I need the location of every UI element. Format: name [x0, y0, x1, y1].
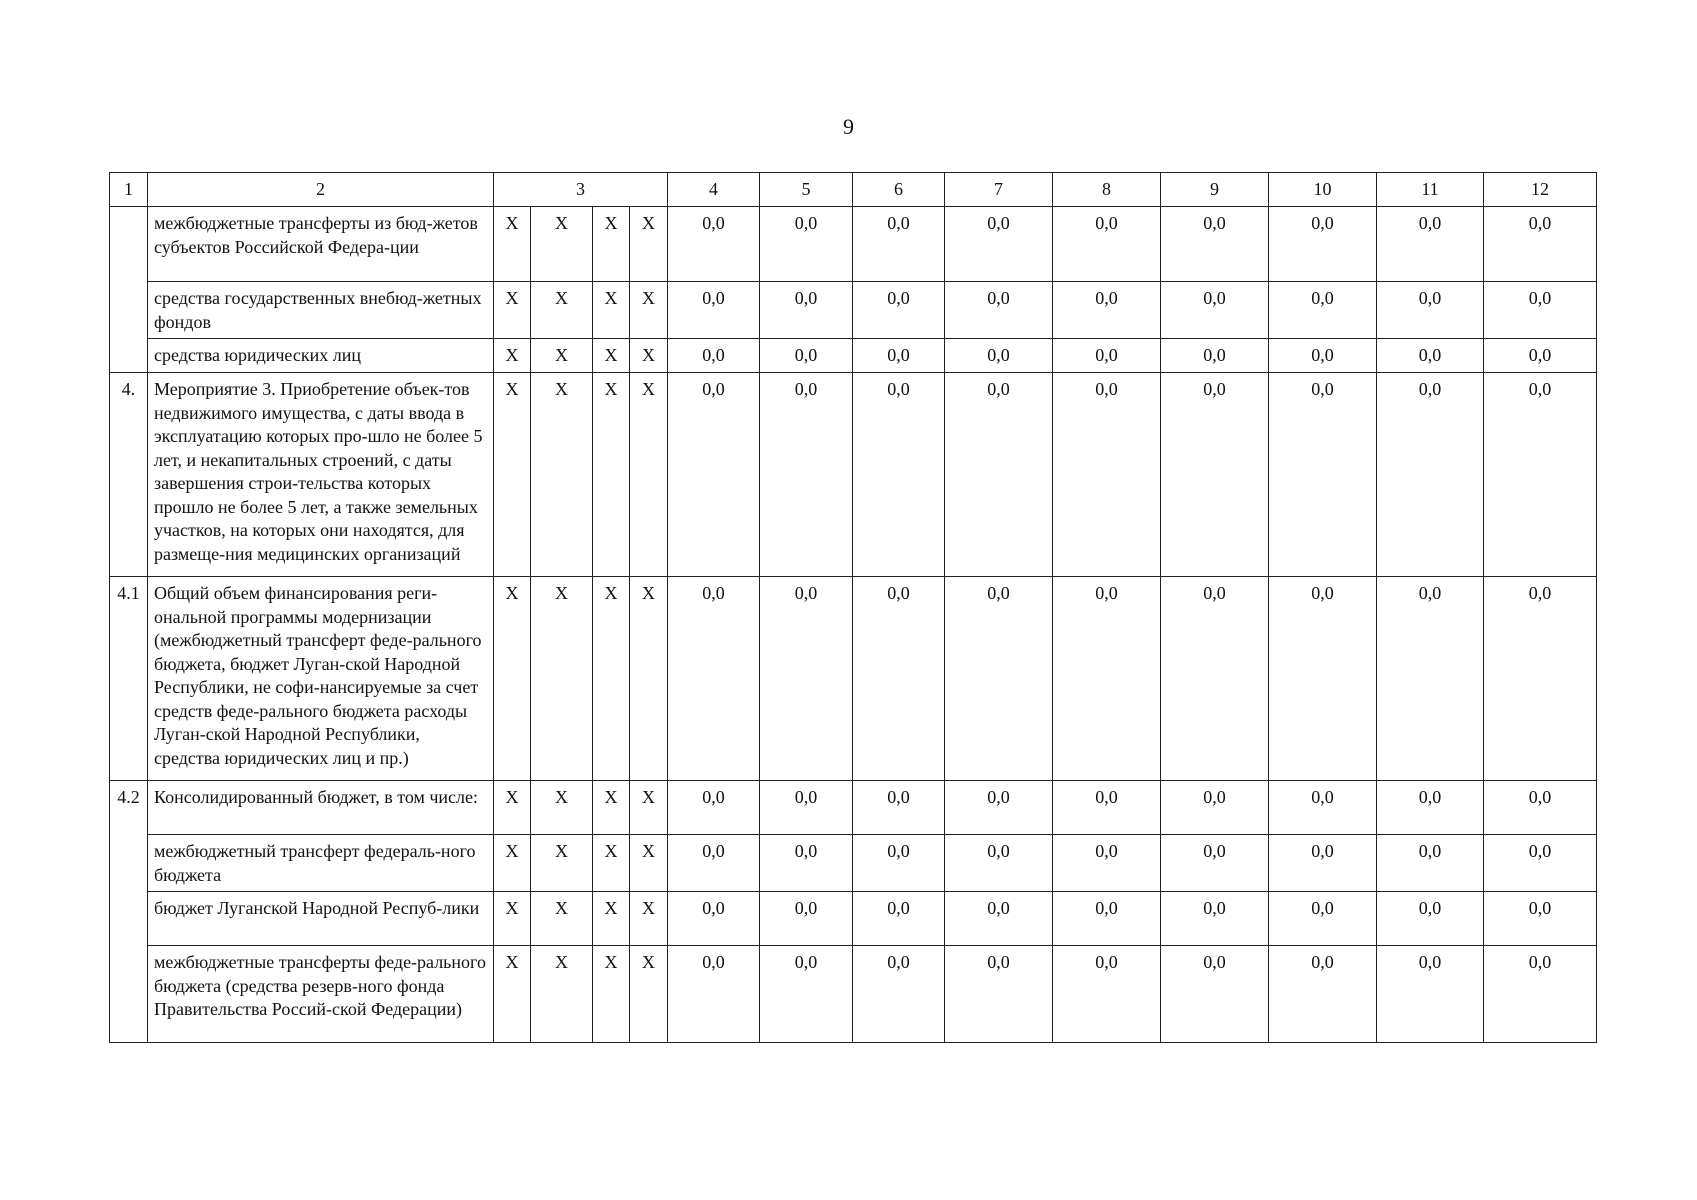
header-cell: 10 — [1269, 173, 1377, 207]
value-cell: 0,0 — [760, 282, 853, 339]
value-cell: 0,0 — [945, 577, 1053, 781]
x-mark-cell: X — [531, 207, 593, 282]
x-mark-cell: X — [630, 892, 668, 946]
value-cell: 0,0 — [1161, 577, 1269, 781]
header-cell: 6 — [853, 173, 945, 207]
row-number-cell: 4. — [110, 373, 148, 577]
value-cell: 0,0 — [1161, 207, 1269, 282]
value-cell: 0,0 — [1161, 946, 1269, 1043]
x-mark-cell: X — [593, 892, 630, 946]
x-mark-cell: X — [630, 835, 668, 892]
value-cell: 0,0 — [760, 781, 853, 835]
value-cell: 0,0 — [668, 207, 760, 282]
x-mark-cell: X — [593, 282, 630, 339]
value-cell: 0,0 — [760, 835, 853, 892]
value-cell: 0,0 — [853, 207, 945, 282]
value-cell: 0,0 — [1269, 892, 1377, 946]
x-mark-cell: X — [593, 207, 630, 282]
value-cell: 0,0 — [1161, 835, 1269, 892]
financing-table — [109, 172, 1597, 1043]
value-cell: 0,0 — [945, 946, 1053, 1043]
x-mark-cell: X — [531, 781, 593, 835]
header-cell: 5 — [760, 173, 853, 207]
row-description-cell: Консолидированный бюджет, в том числе: — [148, 781, 494, 835]
header-cell: 12 — [1484, 173, 1597, 207]
row-number-cell: 4.2 — [110, 781, 148, 1043]
x-mark-cell: X — [494, 781, 531, 835]
value-cell: 0,0 — [1377, 946, 1484, 1043]
value-cell: 0,0 — [945, 207, 1053, 282]
x-mark-cell: X — [630, 781, 668, 835]
x-mark-cell: X — [593, 373, 630, 577]
value-cell: 0,0 — [1377, 835, 1484, 892]
row-description-cell: средства юридических лиц — [148, 339, 494, 373]
header-cell: 4 — [668, 173, 760, 207]
value-cell: 0,0 — [1053, 892, 1161, 946]
value-cell: 0,0 — [1053, 282, 1161, 339]
x-mark-cell: X — [494, 577, 531, 781]
value-cell: 0,0 — [668, 835, 760, 892]
value-cell: 0,0 — [1377, 339, 1484, 373]
value-cell: 0,0 — [853, 339, 945, 373]
value-cell: 0,0 — [668, 339, 760, 373]
x-mark-cell: X — [494, 339, 531, 373]
row-description-cell: Мероприятие 3. Приобретение объек-тов недвижимого имущества, с даты ввода в эксплуатацию которых про-шло не более 5 лет, и некапитальных строений, с даты завершения строи-тельства которых прошло не более 5 лет, а также земельных участков, на которых они находятся, для размеще-ния медицинских организаций — [148, 373, 494, 577]
x-mark-cell: X — [630, 373, 668, 577]
value-cell: 0,0 — [945, 781, 1053, 835]
value-cell: 0,0 — [853, 835, 945, 892]
value-cell: 0,0 — [945, 892, 1053, 946]
value-cell: 0,0 — [1053, 373, 1161, 577]
x-mark-cell: X — [593, 835, 630, 892]
value-cell: 0,0 — [760, 577, 853, 781]
x-mark-cell: X — [630, 339, 668, 373]
value-cell: 0,0 — [945, 339, 1053, 373]
value-cell: 0,0 — [1053, 946, 1161, 1043]
table-row — [110, 373, 1597, 577]
x-mark-cell: X — [593, 781, 630, 835]
value-cell: 0,0 — [1484, 577, 1597, 781]
column-numbers-row — [110, 173, 1597, 207]
x-mark-cell: X — [593, 339, 630, 373]
x-mark-cell: X — [494, 282, 531, 339]
value-cell: 0,0 — [668, 781, 760, 835]
value-cell: 0,0 — [1484, 835, 1597, 892]
x-mark-cell: X — [531, 282, 593, 339]
value-cell: 0,0 — [945, 835, 1053, 892]
value-cell: 0,0 — [1377, 282, 1484, 339]
value-cell: 0,0 — [760, 207, 853, 282]
value-cell: 0,0 — [760, 946, 853, 1043]
value-cell: 0,0 — [853, 892, 945, 946]
value-cell: 0,0 — [1377, 577, 1484, 781]
value-cell: 0,0 — [1484, 373, 1597, 577]
value-cell: 0,0 — [853, 577, 945, 781]
value-cell: 0,0 — [1269, 781, 1377, 835]
x-mark-cell: X — [531, 339, 593, 373]
x-mark-cell: X — [494, 946, 531, 1043]
value-cell: 0,0 — [1484, 339, 1597, 373]
value-cell: 0,0 — [760, 892, 853, 946]
row-description-cell: бюджет Луганской Народной Респуб-лики — [148, 892, 494, 946]
header-cell: 2 — [148, 173, 494, 207]
value-cell: 0,0 — [760, 373, 853, 577]
header-cell: 8 — [1053, 173, 1161, 207]
value-cell: 0,0 — [1161, 282, 1269, 339]
row-description-cell: межбюджетные трансферты феде-рального бюджета (средства резерв-ного фонда Правительства Россий-ской Федерации) — [148, 946, 494, 1043]
value-cell: 0,0 — [1484, 946, 1597, 1043]
row-description-cell: Общий объем финансирования реги-ональной программы модернизации (межбюджетный трансферт феде-рального бюджета, бюджет Луган-ской Народной Республики, не софи-нансируемые за счет средств феде-рального бюджета расходы Луган-ской Народной Республики, средства юридических лиц и пр.) — [148, 577, 494, 781]
x-mark-cell: X — [531, 373, 593, 577]
value-cell: 0,0 — [1269, 946, 1377, 1043]
value-cell: 0,0 — [853, 781, 945, 835]
row-description-cell: межбюджетные трансферты из бюд-жетов субъектов Российской Федера-ции — [148, 207, 494, 282]
x-mark-cell: X — [531, 577, 593, 781]
table-row — [110, 577, 1597, 781]
value-cell: 0,0 — [1161, 373, 1269, 577]
value-cell: 0,0 — [1269, 282, 1377, 339]
value-cell: 0,0 — [1053, 207, 1161, 282]
x-mark-cell: X — [531, 835, 593, 892]
header-cell: 11 — [1377, 173, 1484, 207]
value-cell: 0,0 — [1484, 781, 1597, 835]
table-row — [110, 282, 1597, 339]
value-cell: 0,0 — [1484, 207, 1597, 282]
row-description-cell: средства государственных внебюд-жетных фондов — [148, 282, 494, 339]
value-cell: 0,0 — [760, 339, 853, 373]
page-number: 9 — [843, 114, 854, 139]
x-mark-cell: X — [494, 207, 531, 282]
row-number-cell: 4.1 — [110, 577, 148, 781]
value-cell: 0,0 — [1377, 207, 1484, 282]
x-mark-cell: X — [630, 282, 668, 339]
row-description-cell: межбюджетный трансферт федераль-ного бюджета — [148, 835, 494, 892]
value-cell: 0,0 — [945, 373, 1053, 577]
value-cell: 0,0 — [1161, 892, 1269, 946]
x-mark-cell: X — [593, 946, 630, 1043]
x-mark-cell: X — [630, 207, 668, 282]
x-mark-cell: X — [630, 577, 668, 781]
value-cell: 0,0 — [853, 373, 945, 577]
table-row — [110, 781, 1597, 835]
header-cell: 9 — [1161, 173, 1269, 207]
value-cell: 0,0 — [1053, 339, 1161, 373]
x-mark-cell: X — [494, 835, 531, 892]
value-cell: 0,0 — [1269, 835, 1377, 892]
row-number-cell — [110, 207, 148, 373]
value-cell: 0,0 — [1161, 339, 1269, 373]
value-cell: 0,0 — [1377, 373, 1484, 577]
x-mark-cell: X — [630, 946, 668, 1043]
x-mark-cell: X — [531, 946, 593, 1043]
value-cell: 0,0 — [668, 282, 760, 339]
value-cell: 0,0 — [945, 282, 1053, 339]
value-cell: 0,0 — [1377, 892, 1484, 946]
x-mark-cell: X — [593, 577, 630, 781]
value-cell: 0,0 — [1377, 781, 1484, 835]
value-cell: 0,0 — [1484, 282, 1597, 339]
value-cell: 0,0 — [1053, 781, 1161, 835]
value-cell: 0,0 — [853, 282, 945, 339]
value-cell: 0,0 — [1269, 373, 1377, 577]
x-mark-cell: X — [531, 892, 593, 946]
value-cell: 0,0 — [1269, 339, 1377, 373]
value-cell: 0,0 — [1161, 781, 1269, 835]
header-cell: 3 — [494, 173, 668, 207]
table-row — [110, 339, 1597, 373]
x-mark-cell: X — [494, 373, 531, 577]
value-cell: 0,0 — [1484, 892, 1597, 946]
value-cell: 0,0 — [668, 577, 760, 781]
value-cell: 0,0 — [668, 946, 760, 1043]
table-row — [110, 946, 1597, 1043]
header-cell: 1 — [110, 173, 148, 207]
value-cell: 0,0 — [1053, 577, 1161, 781]
value-cell: 0,0 — [668, 892, 760, 946]
value-cell: 0,0 — [668, 373, 760, 577]
value-cell: 0,0 — [1269, 207, 1377, 282]
header-cell: 7 — [945, 173, 1053, 207]
x-mark-cell: X — [494, 892, 531, 946]
value-cell: 0,0 — [853, 946, 945, 1043]
table-row — [110, 892, 1597, 946]
value-cell: 0,0 — [1053, 835, 1161, 892]
table-row — [110, 835, 1597, 892]
table-row — [110, 207, 1597, 282]
value-cell: 0,0 — [1269, 577, 1377, 781]
